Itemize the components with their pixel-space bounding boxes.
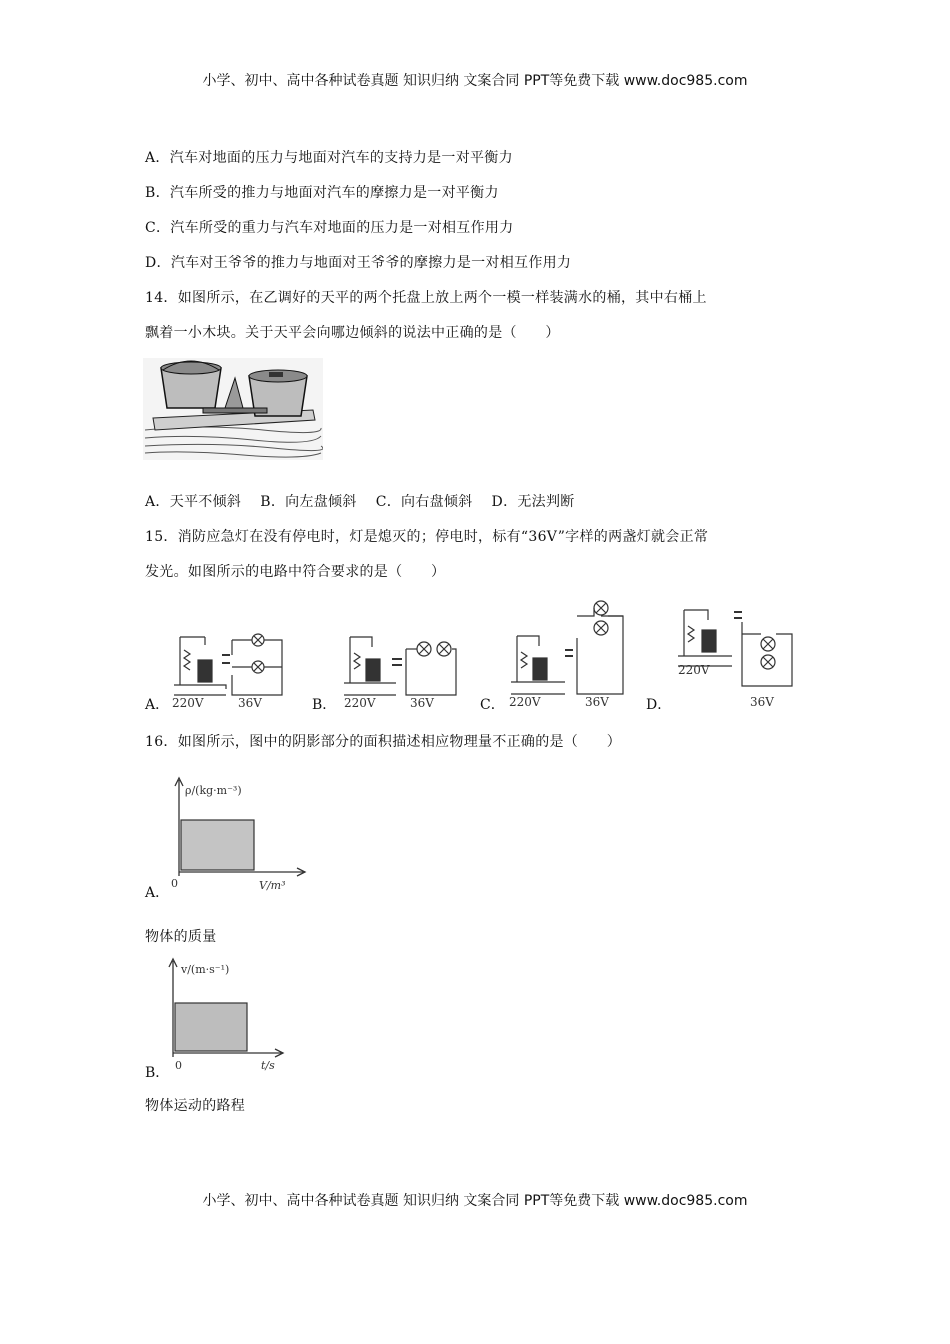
circuit-c-220v: 220V <box>509 695 541 708</box>
q15-label-a: A． <box>145 697 170 713</box>
graph-a-xlabel: V/m³ <box>259 879 286 892</box>
graph-a-origin: 0 <box>171 877 178 890</box>
q16-label-b: B． <box>145 1065 170 1081</box>
q16-stem: 16．如图所示，图中的阴影部分的面积描述相应物理量不正确的是（ ） <box>145 734 622 750</box>
balance-with-buckets-image <box>143 358 323 460</box>
circuit-d-36v: 36V <box>750 695 774 709</box>
graph-b-velocity-time <box>165 955 290 1075</box>
q13-option-a: A．汽车对地面的压力与地面对汽车的支持力是一对平衡力 <box>145 150 513 166</box>
circuit-c-36v: 36V <box>585 695 609 708</box>
q13-option-b: B．汽车所受的推力与地面对汽车的摩擦力是一对平衡力 <box>145 185 499 201</box>
circuit-b-36v: 36V <box>410 696 434 710</box>
q15-stem-line1: 15．消防应急灯在没有停电时，灯是熄灭的；停电时，标有“36V”字样的两盏灯就会正常 <box>145 529 709 545</box>
circuit-d-diagram <box>672 600 802 710</box>
circuit-b-220v: 220V <box>344 696 376 710</box>
q14-stem-line2: 飘着一小木块。关于天平会向哪边倾斜的说法中正确的是（ ） <box>145 325 560 341</box>
graph-b-origin: 0 <box>175 1059 182 1072</box>
circuit-c-diagram <box>505 598 635 708</box>
q15-label-c: C． <box>480 697 505 713</box>
q14-options: A．天平不倾斜 B．向左盘倾斜 C．向右盘倾斜 D．无法判断 <box>145 494 575 510</box>
circuit-a-diagram <box>170 625 290 710</box>
q15-label-d: D． <box>646 697 672 713</box>
graph-b-caption: 物体运动的路程 <box>145 1098 246 1114</box>
q14-stem-line1: 14．如图所示，在乙调好的天平的两个托盘上放上两个一模一样装满水的桶，其中右桶上 <box>145 290 707 306</box>
page-footer: 小学、初中、高中各种试卷真题 知识归纳 文案合同 PPT等免费下载 www.doc985.com <box>202 1193 748 1209</box>
q16-label-a: A． <box>145 885 170 901</box>
circuit-a-36v: 36V <box>238 696 262 710</box>
graph-b-ylabel: v/(m·s⁻¹) <box>181 963 230 976</box>
q15-label-b: B． <box>312 697 337 713</box>
q13-option-d: D．汽车对王爷爷的推力与地面对王爷爷的摩擦力是一对相互作用力 <box>145 255 572 271</box>
graph-a-ylabel: ρ/(kg·m⁻³) <box>185 784 242 797</box>
graph-a-density-volume <box>165 772 320 894</box>
page-header: 小学、初中、高中各种试卷真题 知识归纳 文案合同 PPT等免费下载 www.doc985.com <box>202 73 748 89</box>
graph-a-caption: 物体的质量 <box>145 929 217 945</box>
q13-option-c: C．汽车所受的重力与汽车对地面的压力是一对相互作用力 <box>145 220 514 236</box>
q15-stem-line2: 发光。如图所示的电路中符合要求的是（ ） <box>145 564 446 580</box>
circuit-d-220v: 220V <box>678 663 710 677</box>
graph-b-xlabel: t/s <box>261 1059 275 1072</box>
circuit-b-diagram <box>340 625 460 710</box>
circuit-a-220v: 220V <box>172 696 204 710</box>
